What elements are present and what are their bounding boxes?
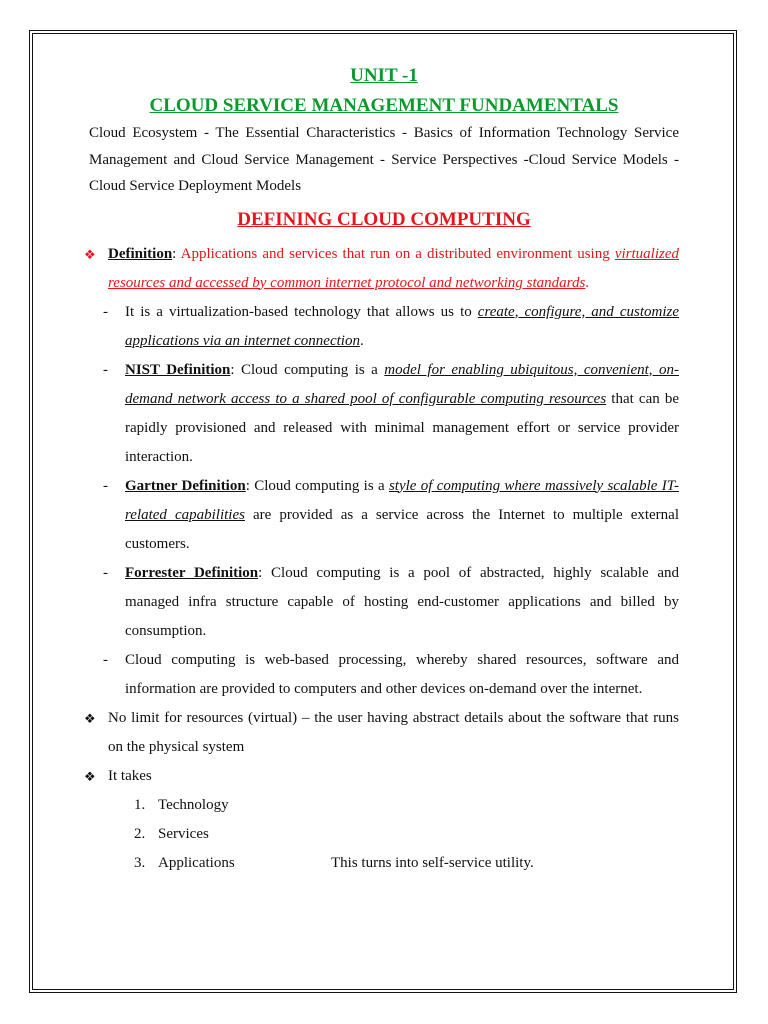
- gartner-emphasis: style of computing where massively scalable IT-related capabilities: [125, 477, 679, 523]
- subpoint-forrester: [89, 559, 679, 646]
- it-takes-text: It takes: [108, 767, 152, 784]
- subpoint-nist: [89, 356, 679, 472]
- gartner-term: Gartner Definition: [125, 477, 246, 494]
- no-limit-text: No limit for resources (virtual) – the user having abstract details about the software that runs on the physical system: [108, 709, 679, 755]
- list-item: [89, 820, 679, 849]
- list-item-number: 1.: [134, 796, 146, 813]
- dash-marker: -: [103, 564, 108, 581]
- it-takes-bullet: [84, 762, 679, 791]
- diamond-bullet-icon: ❖: [84, 768, 96, 784]
- definition-term: Definition: [108, 245, 173, 262]
- dash-marker: -: [103, 303, 108, 320]
- section-title: DEFINING CLOUD COMPUTING: [237, 208, 531, 230]
- virtualization-emphasis: create, configure, and customize applications via an internet connection: [125, 303, 679, 349]
- list-item-label: Services: [158, 825, 209, 842]
- virtualization-end: .: [359, 332, 364, 349]
- self-service-note: This turns into self-service utility.: [331, 854, 534, 871]
- nist-text-1: : Cloud computing is a: [230, 361, 385, 378]
- gartner-text-2: are provided as a service across the Internet to multiple external customers.: [125, 506, 680, 552]
- subpoint-webbased: [89, 646, 679, 704]
- list-item-label: Technology: [158, 796, 229, 813]
- definition-bullet: [84, 240, 679, 298]
- unit-heading: UNIT -1: [350, 65, 418, 86]
- forrester-text: : Cloud computing is a pool of abstracted, highly scalable and managed infra structure capable of hosting end-customer applications and billed by consumption.: [125, 564, 679, 639]
- gartner-text-1: : Cloud computing is a: [245, 477, 389, 494]
- nist-text-2: that can be rapidly provisioned and released with minimal management effort or service provider interaction.: [125, 390, 680, 465]
- nist-term: NIST Definition: [125, 361, 231, 378]
- list-item-number: 3.: [134, 854, 146, 871]
- topics-summary: Cloud Ecosystem - The Essential Characteristics - Basics of Information Technology Service Management and Cloud Service Management - Service Perspectives -Cloud Service Models - Cloud Service Deployment Models: [89, 125, 679, 194]
- definition-text: Applications and services that run on a distributed environment using: [176, 245, 615, 262]
- dash-marker: -: [103, 477, 108, 494]
- subpoint-virtualization: [89, 298, 679, 356]
- list-item: [89, 791, 679, 820]
- chapter-title: CLOUD SERVICE MANAGEMENT FUNDAMENTALS: [149, 95, 619, 116]
- dash-marker: -: [103, 361, 108, 378]
- definition-end: .: [585, 274, 590, 291]
- diamond-bullet-icon: ❖: [84, 246, 96, 262]
- no-limit-bullet: [84, 704, 679, 762]
- webbased-text: Cloud computing is web-based processing, whereby shared resources, software and information are provided to computers and other devices on-demand over the internet.: [125, 651, 679, 697]
- list-item: [89, 849, 679, 878]
- nist-emphasis: model for enabling ubiquitous, convenient, on-demand network access to a shared pool of configurable computing resources: [125, 361, 679, 407]
- definition-emphasis: virtualized resources and accessed by common internet protocol and networking standards: [108, 245, 679, 291]
- list-item-number: 2.: [134, 825, 146, 842]
- definition-colon: :: [172, 245, 177, 262]
- virtualization-text: It is a virtualization-based technology that allows us to: [125, 303, 478, 320]
- forrester-term: Forrester Definition: [125, 564, 259, 581]
- list-item-label: Applications: [158, 854, 235, 871]
- document-content: [84, 62, 680, 878]
- dash-marker: -: [103, 651, 108, 668]
- diamond-bullet-icon: ❖: [84, 710, 96, 726]
- subpoint-gartner: [89, 472, 679, 559]
